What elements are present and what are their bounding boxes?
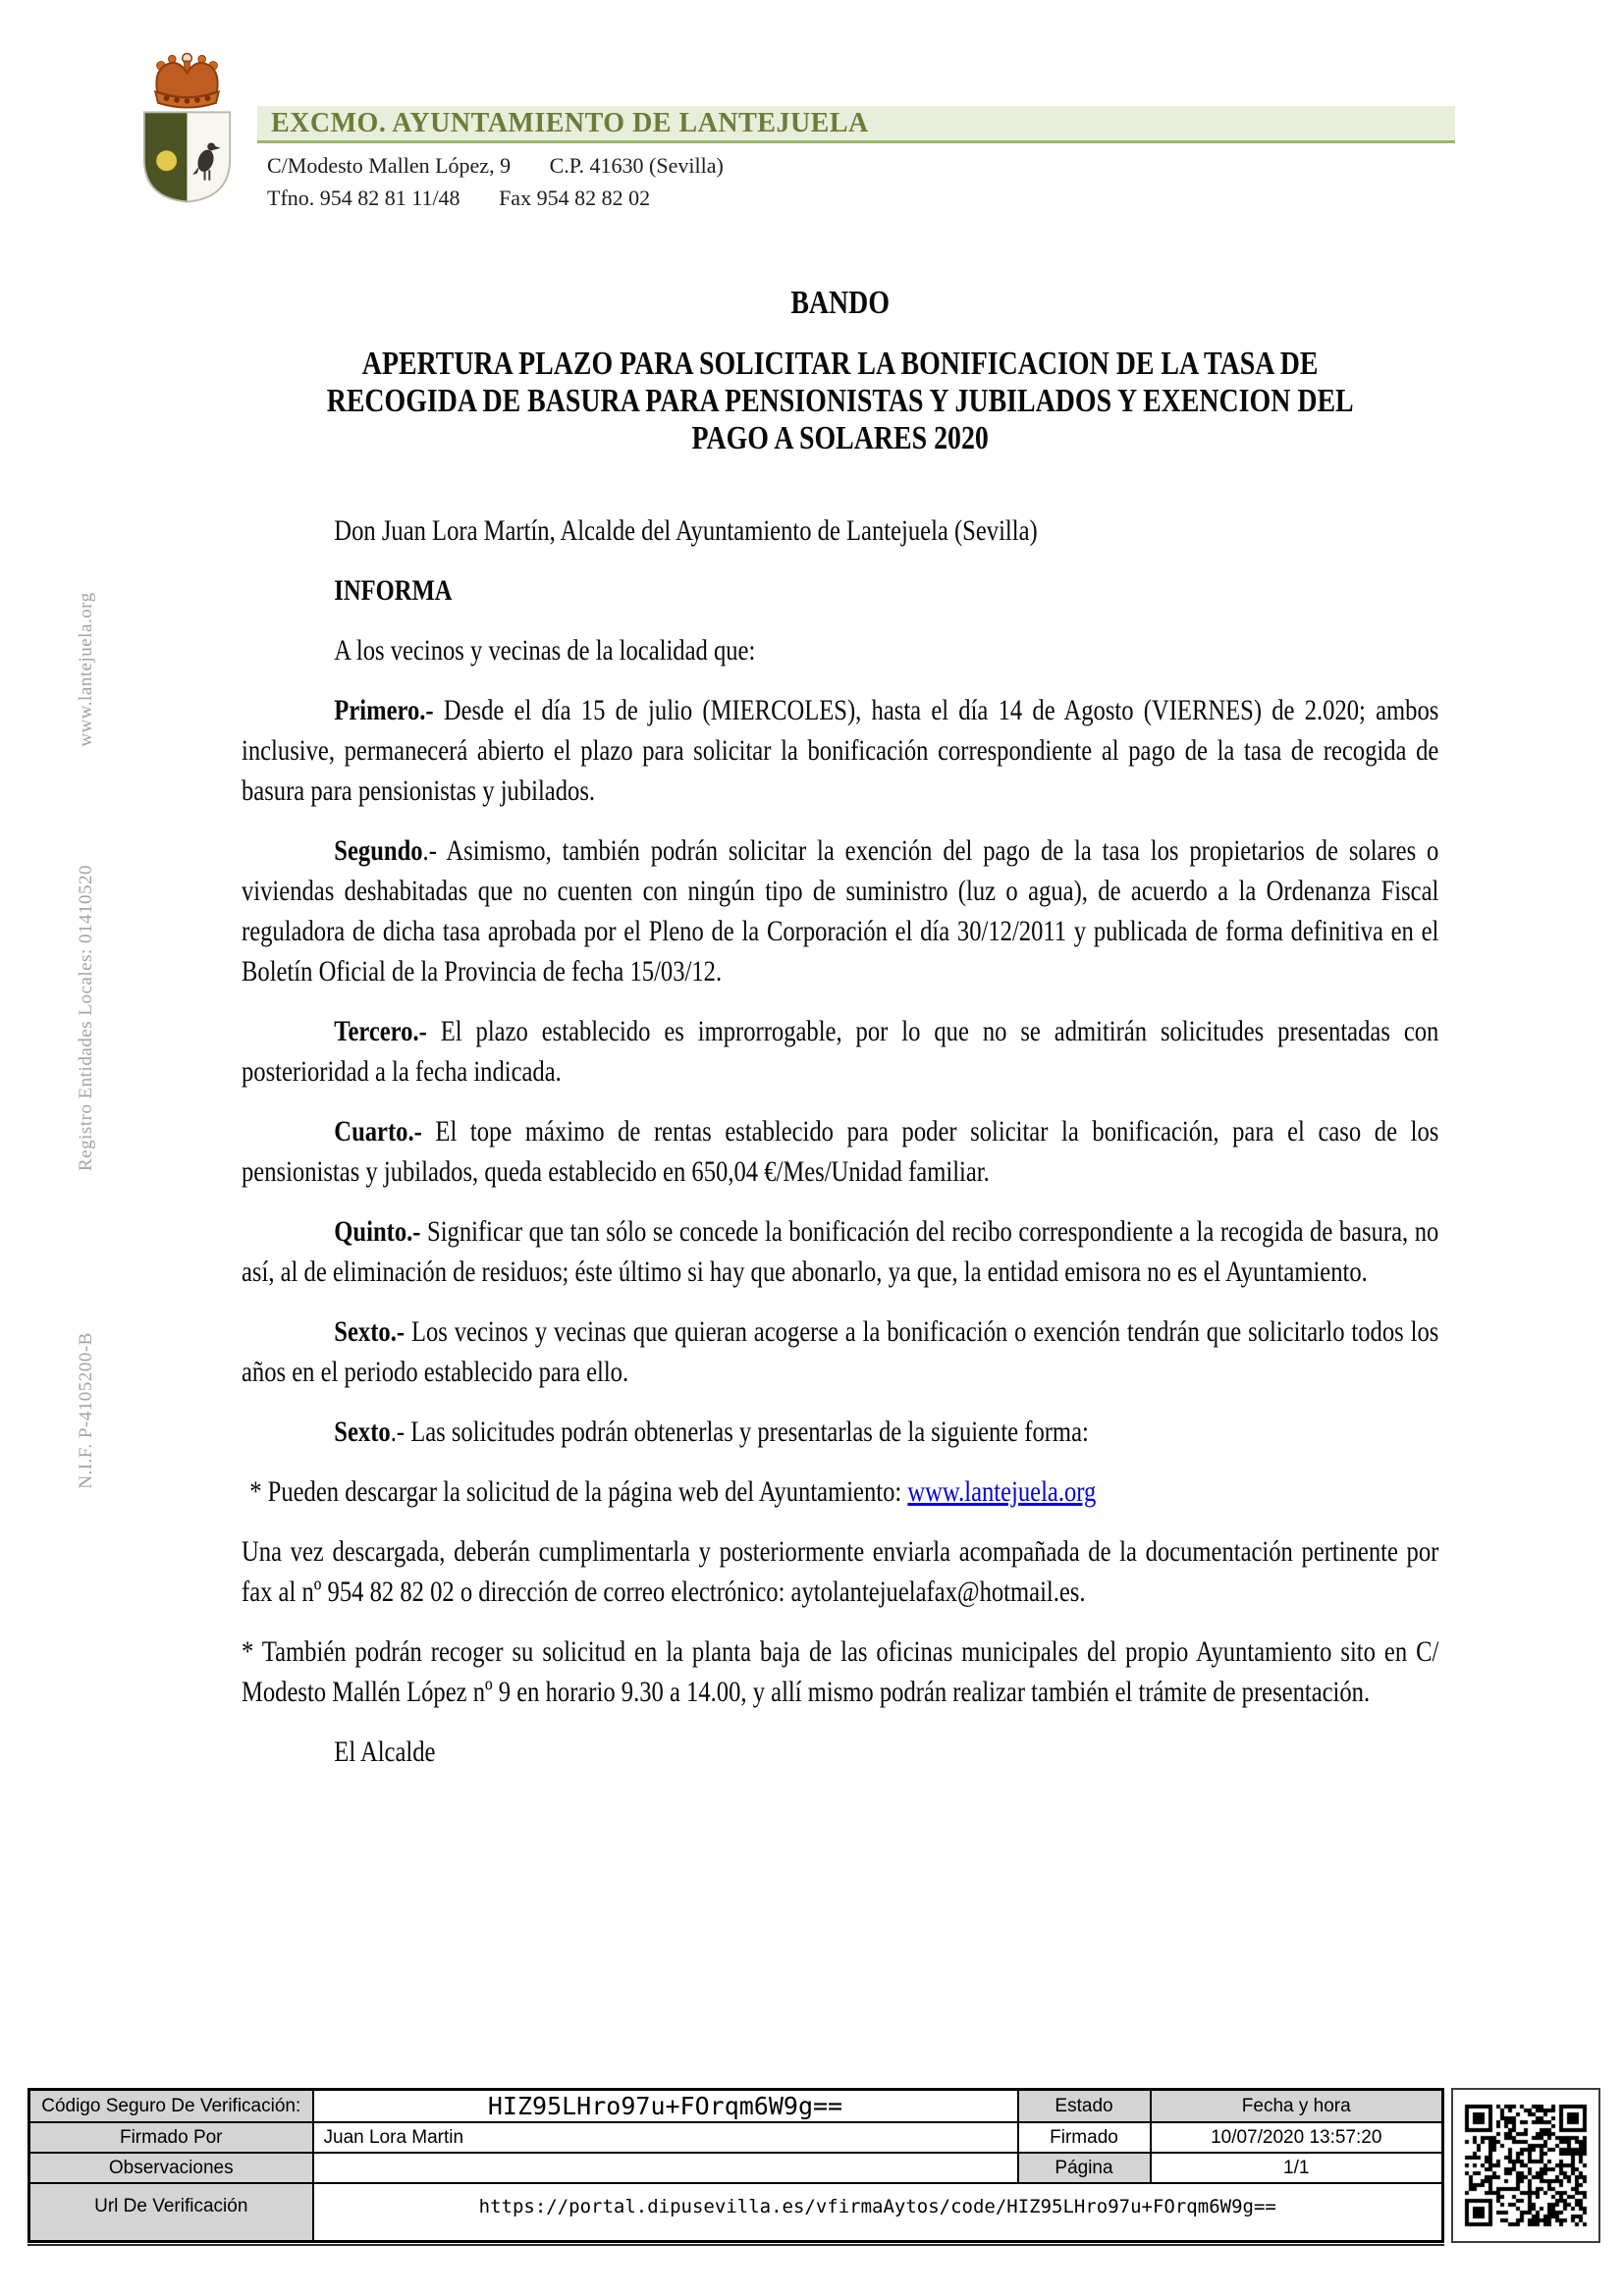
url-label: Url De Verificación <box>29 2183 313 2241</box>
margin-registry: Registro Entidades Locales: 01410520 <box>76 865 96 1171</box>
doc-type-heading: BANDO <box>790 285 891 321</box>
paragraph-quinto: Quinto.- Significar que tan sólo se concede la bonificación del recibo correspondiente a la recogida de basura, no así, al de eliminación de residuos; éste último si hay que abonarlo, ya que, la entidad emisora no es el Ayuntamiento. <box>242 1215 1439 1288</box>
verification-url: https://portal.dipusevilla.es/vfirmaAytos/code/HIZ95LHro97u+FOrqm6W9g== <box>313 2183 1443 2241</box>
firmado-por-label: Firmado Por <box>29 2122 313 2153</box>
estado-header: Estado <box>1018 2090 1151 2123</box>
crown-icon <box>155 53 219 107</box>
org-header-bar <box>257 106 1455 143</box>
website-link[interactable]: www.lantejuela.org <box>907 1475 1097 1508</box>
address-line: C/Modesto Mallen López, 9 C.P. 41630 (Sevilla) <box>267 153 724 178</box>
paragraph-segundo: Segundo.- Asimismo, también podrán solicitar la exención del pago de la tasa los propietarios de solares o viviendas deshabitadas que no cuenten con ningún tipo de suministro (luz o agua), de acuerdo a la Ordenanza Fiscal reguladora de dicha tasa aprobada por el Pleno de la Corporación el día 30/12/2011 y publicada de forma definitiva en el Boletín Oficial de la Provincia de fecha 15/03/12. <box>242 834 1439 988</box>
estado-value: Firmado <box>1018 2122 1151 2153</box>
table-row <box>29 2090 1443 2123</box>
observaciones-label: Observaciones <box>29 2153 313 2183</box>
salutation-line: A los vecinos y vecinas de la localidad que: <box>334 634 756 667</box>
document-body <box>242 282 1438 1772</box>
informa-heading: INFORMA <box>334 574 453 607</box>
intro-line: Don Juan Lora Martín, Alcalde del Ayuntamiento de Lantejuela (Sevilla) <box>334 514 1038 547</box>
doc-title: APERTURA PLAZO PARA SOLICITAR LA BONIFICACION DE LA TASA DE RECOGIDA DE BASURA PARA PENSIONISTAS Y JUBILADOS Y EXENCION DEL PAGO A SOLARES 2020 <box>326 346 1354 456</box>
signer-name: Juan Lora Martin <box>313 2122 1018 2153</box>
phone-line: Tfno. 954 82 81 11/48 Fax 954 82 82 02 <box>267 186 651 210</box>
paragraph-primero: Primero.- Desde el día 15 de julio (MIERCOLES), hasta el día 14 de Agosto (VIERNES) de 2.020; ambos inclusive, permanecerá abierto el plazo para solicitar la bonificación correspondiente al pago de la tasa de recogida de basura para pensionistas y jubilados. <box>242 694 1439 807</box>
fecha-value: 10/07/2020 13:57:20 <box>1151 2122 1443 2153</box>
qr-code <box>1461 2101 1591 2230</box>
qr-code-box <box>1451 2088 1600 2243</box>
paragraph-cuarto: Cuarto.- El tope máximo de rentas establecido para poder solicitar la bonificación, para el caso de los pensionistas y jubilados, queda establecido en 650,04 €/Mes/Unidad familiar. <box>242 1115 1439 1188</box>
municipal-coat-of-arms-icon <box>140 49 234 206</box>
download-line: * Pueden descargar la solicitud de la página web del Ayuntamiento: www.lantejuela.org <box>249 1475 1097 1508</box>
org-name: EXCMO. AYUNTAMIENTO DE LANTEJUELA <box>271 107 869 138</box>
table-row <box>29 2153 1443 2183</box>
csv-value: HIZ95LHro97u+FOrqm6W9g== <box>313 2090 1018 2123</box>
observaciones-value <box>313 2153 1018 2183</box>
signature-line: El Alcalde <box>334 1735 436 1768</box>
csv-label: Código Seguro De Verificación: <box>29 2090 313 2123</box>
signature-verification-table <box>27 2088 1444 2243</box>
table-bottom-rule <box>27 2244 1444 2246</box>
shield-icon <box>144 112 230 205</box>
table-row <box>29 2183 1443 2241</box>
margin-nif: N.I.F. P-4105200-B <box>76 1332 96 1489</box>
paragraph-tercero: Tercero.- El plazo establecido es improrrogable, por lo que no se admitirán solicitudes presentadas con posterioridad a la fecha indicada. <box>242 1015 1439 1088</box>
fecha-header: Fecha y hora <box>1151 2090 1443 2123</box>
paragraph-sexto: Sexto.- Los vecinos y vecinas que quieran acogerse a la bonificación o exención tendrán que solicitarlo todos los años en el periodo establecido para ello. <box>242 1315 1439 1388</box>
margin-website: www.lantejuela.org <box>76 592 96 747</box>
pickup-paragraph: * También podrán recoger su solicitud en la planta baja de las oficinas municipales del propio Ayuntamiento sito en C/ Modesto Mallén López nº 9 en horario 9.30 a 14.00, y allí mismo podrán realizar también el trámite de presentación. <box>242 1635 1439 1708</box>
pagina-value: 1/1 <box>1151 2153 1443 2183</box>
after-download-paragraph: Una vez descargada, deberán cumplimentarla y posteriormente enviarla acompañada de la documentación pertinente por fax al nº 954 82 82 02 o dirección de correo electrónico: aytolantejuelafax@hotmail.es. <box>242 1535 1439 1608</box>
table-row <box>29 2122 1443 2153</box>
paragraph-sexto-2: Sexto.- Las solicitudes podrán obtenerlas y presentarlas de la siguiente forma: <box>334 1415 1089 1448</box>
org-address <box>267 149 724 214</box>
pagina-label: Página <box>1018 2153 1151 2183</box>
